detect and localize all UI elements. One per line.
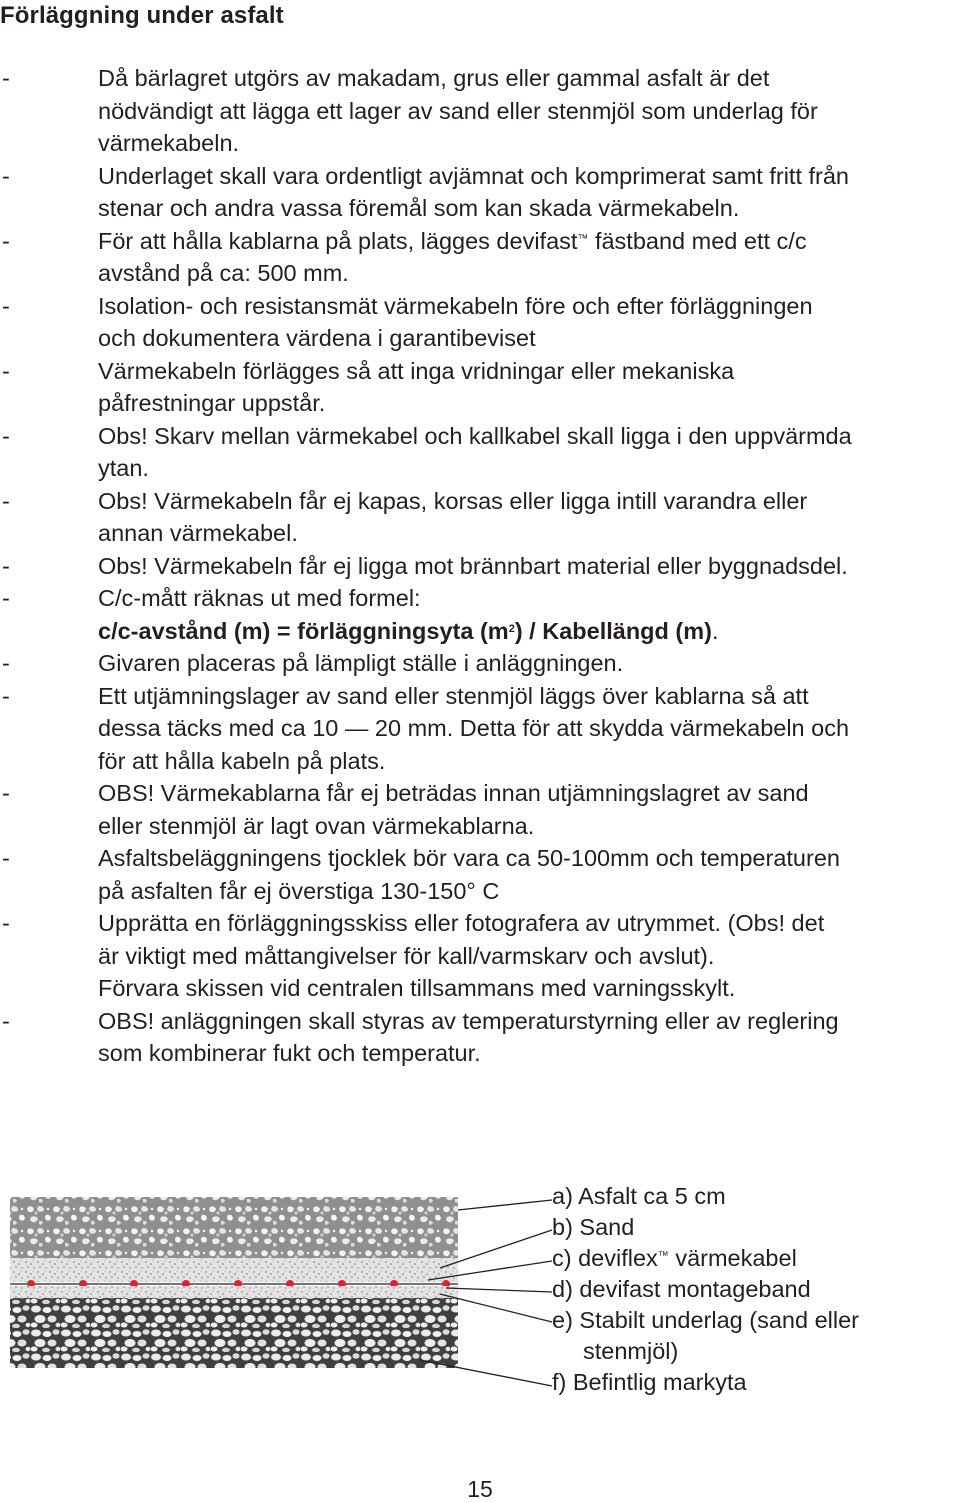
leader-line-a bbox=[458, 1200, 552, 1210]
list-item bbox=[0, 550, 960, 583]
item-line: nödvändigt att lägga ett lager av sand eller stenmjöl som underlag för bbox=[98, 97, 818, 124]
list-item bbox=[0, 1005, 960, 1070]
list-item bbox=[0, 907, 960, 1005]
item-text: fästband med ett c/c bbox=[588, 227, 807, 254]
legend-item-e: e) Stabilt underlag (sand eller bbox=[552, 1307, 859, 1333]
item-line: avstånd på ca: 500 mm. bbox=[98, 260, 349, 286]
list-item bbox=[0, 160, 960, 225]
list-item bbox=[0, 290, 960, 355]
list-item bbox=[0, 680, 960, 778]
list-item bbox=[0, 777, 960, 842]
item-line: Isolation- och resistansmät värmekabeln före och efter förläggningen bbox=[98, 292, 813, 319]
sand-layer bbox=[10, 1258, 458, 1282]
item-line: OBS! Värmekablarna får ej beträdas innan utjämningslagret av sand bbox=[98, 780, 809, 806]
bullet-dash: - bbox=[2, 585, 10, 611]
legend-text: värmekabel bbox=[668, 1245, 797, 1271]
list-item bbox=[0, 225, 960, 290]
formula-text: ) / Kabellängd (m) bbox=[514, 617, 712, 644]
bullet-dash: - bbox=[2, 65, 10, 91]
trademark-symbol: ™ bbox=[657, 1250, 669, 1262]
item-line: C/c-mått räknas ut med formel: bbox=[98, 585, 421, 611]
legend-item-f: f) Befintlig markyta bbox=[552, 1369, 747, 1395]
item-line: eller stenmjöl är lagt ovan värmekablarna. bbox=[98, 812, 535, 839]
list-item bbox=[0, 842, 960, 907]
item-line: Upprätta en förläggningsskiss eller fotografera av utrymmet. (Obs! det bbox=[98, 910, 825, 936]
list-item bbox=[0, 485, 960, 550]
item-line: Obs! Värmekabeln får ej ligga mot brännbart material eller byggnadsdel. bbox=[98, 552, 848, 579]
item-line: dessa täcks med ca 10 — 20 mm. Detta för att skydda värmekabeln och bbox=[98, 715, 850, 741]
diagram-legend bbox=[552, 1181, 859, 1398]
bullet-dash: - bbox=[2, 650, 10, 676]
ground-layer bbox=[10, 1298, 458, 1368]
leader-line-d bbox=[446, 1288, 552, 1292]
list-item bbox=[0, 420, 960, 485]
bullet-dash: - bbox=[2, 682, 10, 709]
item-line: Ett utjämningslager av sand eller stenmjöl läggs över kablarna så att bbox=[98, 682, 809, 709]
trademark-symbol: ™ bbox=[577, 232, 589, 245]
formula-line bbox=[98, 615, 960, 648]
bullet-dash: - bbox=[2, 845, 10, 871]
list-item bbox=[0, 647, 960, 680]
page-number: 15 bbox=[467, 1476, 493, 1502]
list-item bbox=[0, 62, 960, 160]
item-line: på asfalten får ej överstiga 130-150° C bbox=[98, 877, 500, 904]
legend-item-c bbox=[552, 1243, 859, 1274]
bullet-dash: - bbox=[2, 910, 10, 936]
item-line: som kombinerar fukt och temperatur. bbox=[98, 1040, 481, 1066]
bullet-dash: - bbox=[2, 487, 10, 514]
item-line: annan värmekabel. bbox=[98, 520, 298, 546]
formula-period: . bbox=[711, 617, 719, 644]
item-line: Obs! Skarv mellan värmekabel och kallkabel skall ligga i den uppvärmda bbox=[98, 422, 852, 449]
legend-text: c) deviflex bbox=[552, 1245, 658, 1271]
page-title: Förläggning under asfalt bbox=[0, 2, 284, 29]
bullet-dash: - bbox=[2, 227, 10, 254]
instruction-list bbox=[0, 62, 960, 1070]
item-line: Givaren placeras på lämpligt ställe i anläggningen. bbox=[98, 650, 624, 676]
item-line: stenar och andra vassa föremål som kan skada värmekabeln. bbox=[98, 195, 740, 221]
item-line: Asfaltsbeläggningens tjocklek bör vara ca 50-100mm och temperaturen bbox=[98, 845, 840, 871]
formula-text: c/c-avstånd (m) = förläggningsyta (m bbox=[98, 617, 509, 644]
item-line: för att hålla kabeln på plats. bbox=[98, 747, 386, 774]
bullet-dash: - bbox=[2, 422, 10, 449]
item-line: Förvara skissen vid centralen tillsammans med varningsskylt. bbox=[98, 975, 736, 1001]
item-line: värmekabeln. bbox=[98, 130, 240, 156]
item-text: För att hålla kablarna på plats, lägges devifast bbox=[98, 227, 578, 254]
item-line: är viktigt med måttangivelser för kall/varmskarv och avslut). bbox=[98, 942, 715, 969]
list-item bbox=[0, 582, 960, 647]
bullet-dash: - bbox=[2, 552, 10, 579]
bullet-dash: - bbox=[2, 292, 10, 319]
bullet-dash: - bbox=[2, 357, 10, 384]
list-item bbox=[0, 355, 960, 420]
bullet-dash: - bbox=[2, 780, 10, 806]
leader-line-f bbox=[420, 1360, 552, 1386]
stable-base-layer bbox=[10, 1286, 458, 1298]
legend-item-e-cont: stenmjöl) bbox=[583, 1338, 679, 1364]
asphalt-layer bbox=[10, 1197, 458, 1258]
bullet-dash: - bbox=[2, 162, 10, 189]
legend-item-b: b) Sand bbox=[552, 1214, 635, 1240]
item-line: Obs! Värmekabeln får ej kapas, korsas eller ligga intill varandra eller bbox=[98, 487, 808, 514]
item-line: ytan. bbox=[98, 455, 149, 481]
item-line: Värmekabeln förlägges så att inga vridningar eller mekaniska bbox=[98, 357, 735, 384]
item-line: Underlaget skall vara ordentligt avjämnat och komprimerat samt fritt från bbox=[98, 162, 850, 189]
formula-superscript: 2 bbox=[508, 622, 515, 635]
item-line: och dokumentera värdena i garantibeviset bbox=[98, 325, 536, 351]
item-line: påfrestningar uppstår. bbox=[98, 390, 326, 416]
legend-item-a: a) Asfalt ca 5 cm bbox=[552, 1183, 726, 1209]
item-line: OBS! anläggningen skall styras av temperaturstyrning eller av reglering bbox=[98, 1007, 839, 1034]
legend-item-d: d) devifast montageband bbox=[552, 1276, 811, 1302]
bullet-dash: - bbox=[2, 1007, 10, 1034]
item-line: Då bärlagret utgörs av makadam, grus eller gammal asfalt är det bbox=[98, 65, 770, 91]
item-line bbox=[98, 225, 960, 258]
